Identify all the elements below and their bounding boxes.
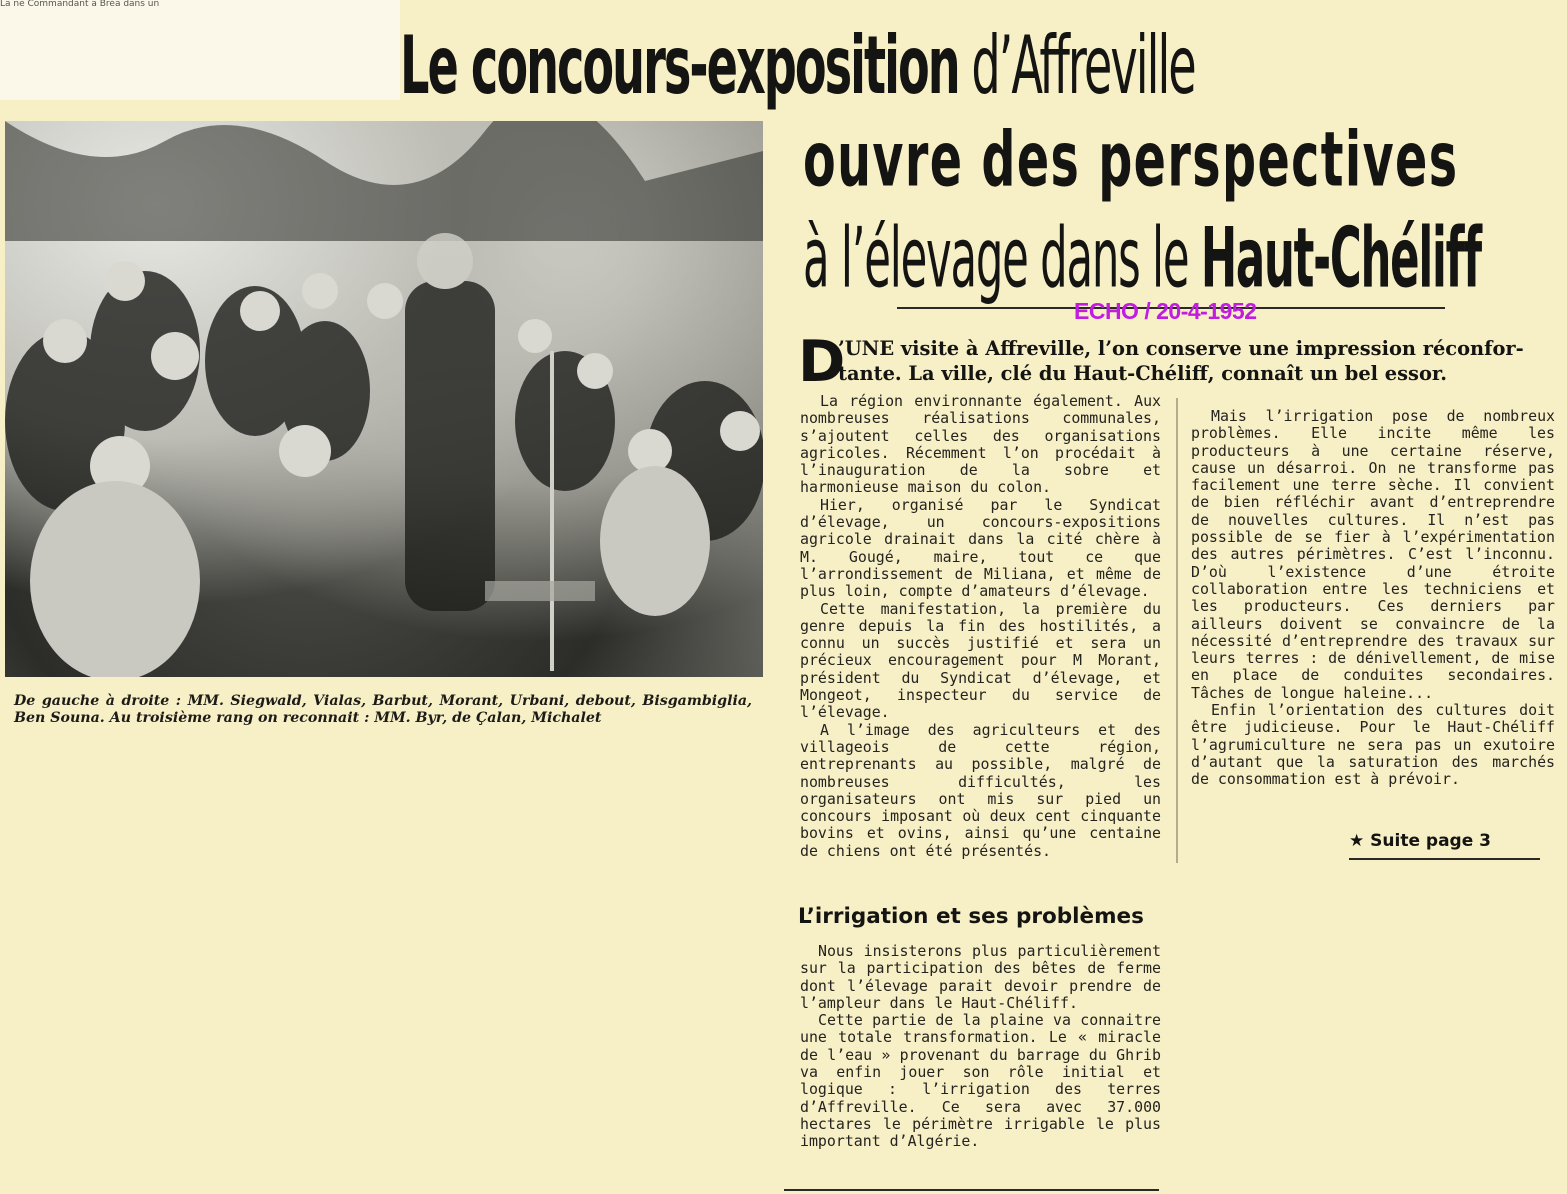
paragraph: Nous insisterons plus particulièrement sur la participation des bêtes de ferme dont l’élevage parait devoir prendre de l’ampleur dans le Haut-Chéliff. [800, 942, 1161, 1012]
column-divider [1176, 398, 1178, 863]
headline-line-2: ouvre des perspectives [803, 116, 1459, 205]
clipping-margin [0, 0, 400, 100]
paragraph: Enfin l’orientation des cultures doit être judicieuse. Pour le Haut-Chéliff l’agrumiculture ne sera pas un exutoire d’autant que la saturation des marchés de consommation est à prévoir. [1191, 701, 1555, 789]
column-bottom-rule [784, 1189, 1159, 1191]
paragraph: A l’image des agriculteurs et des villageois de cette région, entreprenants au possible, malgré de nombreuses difficultés, les organisateurs ont mis sur pied un concours imposant où deux cent cinquante bovins et ovins, ainsi qu’une centaine de chiens ont été présentés. [800, 720, 1161, 860]
news-photo [5, 121, 763, 677]
suite-rule [1349, 858, 1540, 860]
photo-caption: De gauche à droite : MM. Siegwald, Vialas, Barbut, Morant, Urbani, debout, Bisgambiglia, Ben Souna. Au troisième rang on reconnait : MM. Byr, de Çalan, Michalet [14, 693, 752, 726]
paragraph: Hier, organisé par le Syndicat d’élevage, un concours-expositions agricole drainait dans la cité chère à M. Gougé, maire, tout ce que l’arrondissement de Miliana, et même de plus loin, compte d’amateurs d’élevage. [800, 495, 1161, 601]
section-subheading: L’irrigation et ses problèmes [798, 904, 1144, 929]
article-column-1-continued [800, 943, 1161, 1151]
paragraph: La région environnante également. Aux nombreuses réalisations communales, s’ajoutent celles des organisations agricoles. Récemment l’on procédait à l’inauguration de la sobre et harmonieuse maison du colon. [800, 392, 1161, 497]
lede-line-2: tante. La ville, clé du Haut-Chéliff, connaît un bel essor. [838, 362, 1448, 385]
paragraph: Cette manifestation, la première du genre depuis la fin des hostilités, a connu un succès justifié et sera un précieux encouragement pour M Morant, président du Syndicat d’élevage, et Mongeot, inspecteur du service de l’élevage. [800, 599, 1161, 722]
drop-cap: D [798, 329, 846, 395]
article-column-2 [1191, 408, 1555, 789]
headline-line-3: à l’élevage dans le Haut-Chéliff [803, 210, 1481, 307]
echo-date-label: ECHO / 20-4-1952 [1074, 298, 1257, 324]
continued-on-page-note: ★ Suite page 3 [1349, 831, 1491, 851]
crowd-photo-illustration [5, 121, 763, 677]
article-column-1 [800, 393, 1161, 860]
cut-text-scrap: La ne Commandant a Bréa dans un [0, 0, 160, 8]
paragraph: Mais l’irrigation pose de nombreux problèmes. Elle incite même les producteurs à une certaine réserve, cause un désarroi. On ne transforme pas facilement une terre sèche. Il convient de bien réfléchir avant d’entreprendre de nouvelles cultures. Il n’est pas possible de se fier à l’expérimentation des autres périmètres. C’est l’inconnu. D’où l’existence d’une étroite collaboration entre les techniciens et les producteurs. Ces derniers par ailleurs doivent se convaincre de la nécessité d’entreprendre des travaux sur leurs terres : de dénivellement, de mise en place de conduites secondaires. Tâches de longue haleine... [1191, 407, 1555, 702]
headline-line-1: Le concours-exposition d’Affreville [400, 18, 1195, 113]
paragraph: Cette partie de la plaine va connaitre une totale transformation. Le « miracle de l’eau » provenant du barrage du Ghrib va enfin jouer son rôle initial et logique : l’irrigation des terres d’Affreville. Ce sera avec 37.000 hectares le périmètre irrigable le plus important d’Algérie. [800, 1011, 1161, 1151]
lede-line-1: ’UNE visite à Affreville, l’on conserve une impression réconfor- [838, 337, 1524, 360]
